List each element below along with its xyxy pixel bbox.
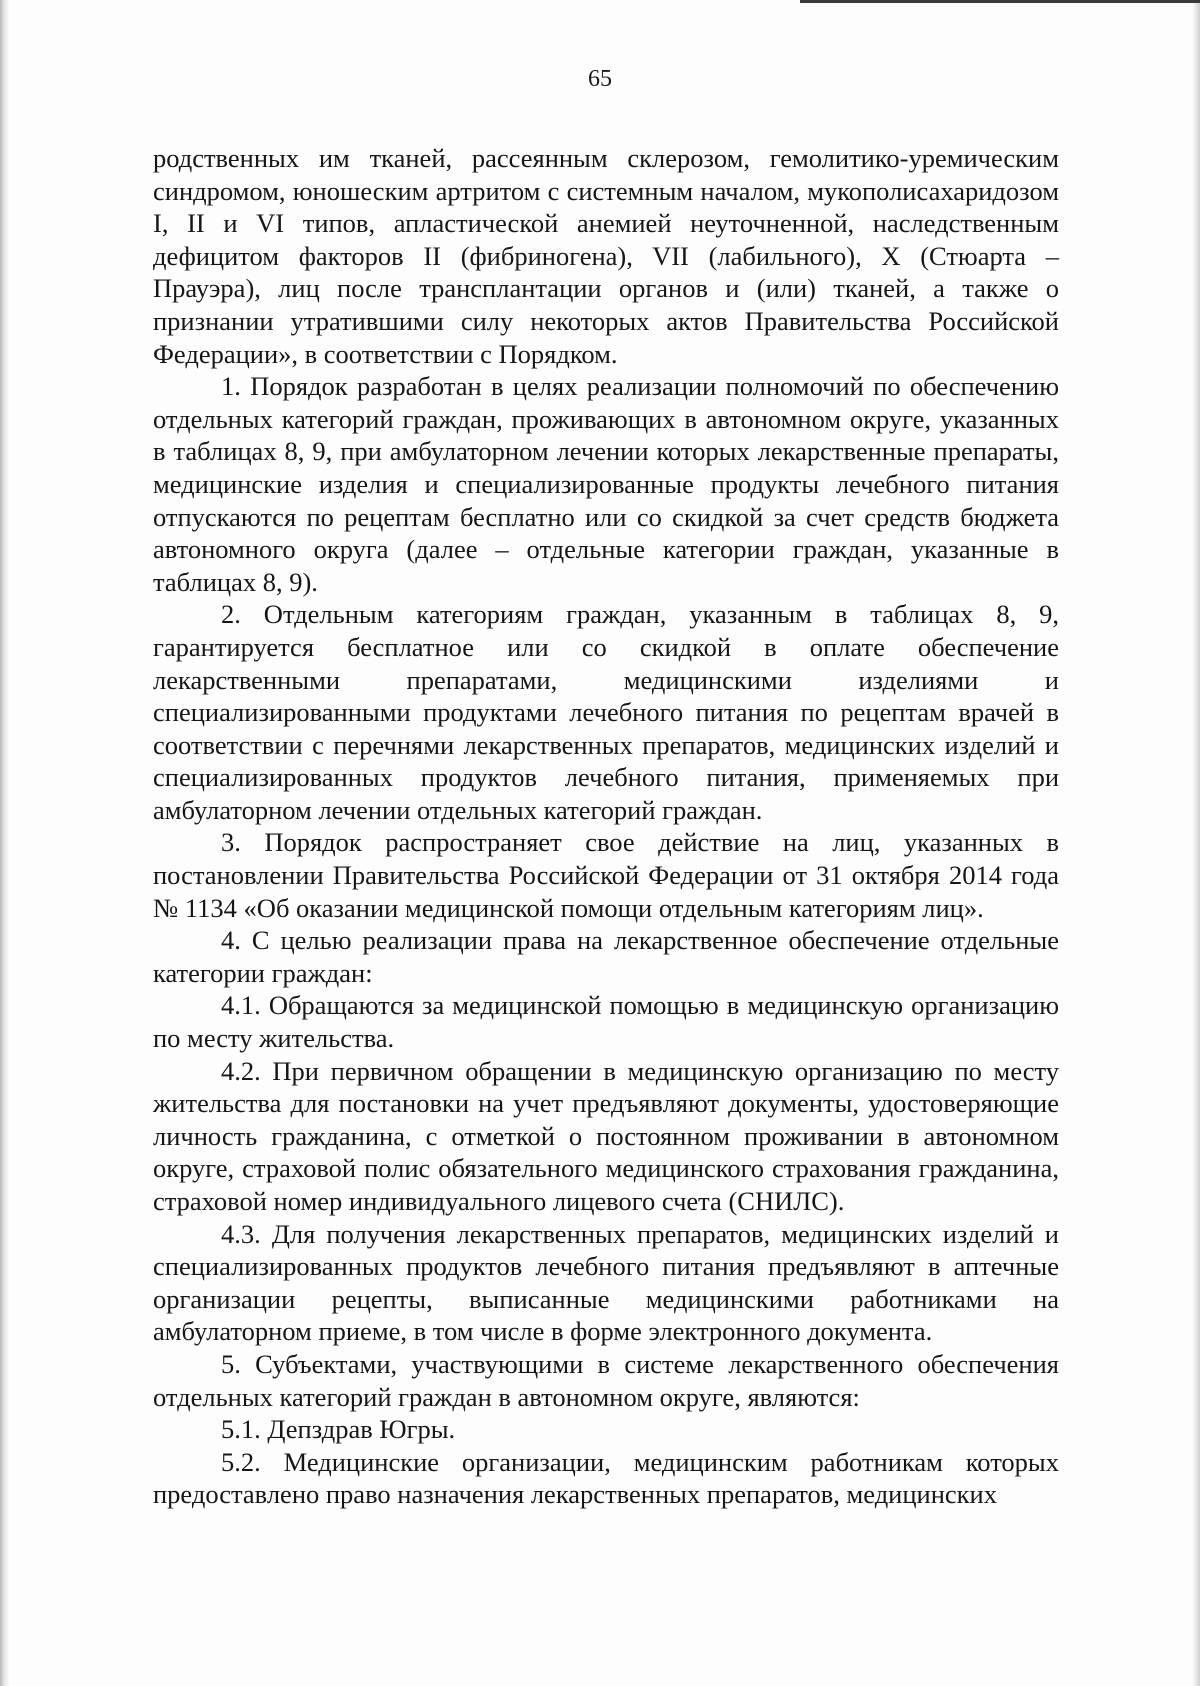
- paragraph-continuation: родственных им тканей, рассеянным склерозом, гемолитико-уремическим синдромом, юношеским артритом с системным началом, мукополисахаридозом I, II и VI типов, апластической анемией неуточненной, наследственным дефицитом факторов II (фибриногена), VII (лабильного), X (Стюарта – Прауэра), лиц после трансплантации органов и (или) тканей, а также о признании утратившими силу некоторых актов Правительства Российской Федерации», в соответствии с Порядком.: [153, 143, 1059, 369]
- paragraph-item-3: 3. Порядок распространяет свое действие на лиц, указанных в постановлении Правительства Российской Федерации от 31 октября 2014 года № 1134 «Об оказании медицинской помощи отдельным категориям лиц».: [153, 827, 1059, 923]
- paragraph-item-4-1: 4.1. Обращаются за медицинской помощью в медицинскую организацию по месту жительства.: [153, 990, 1059, 1054]
- paragraph-item-5-1: 5.1. Депздрав Югры.: [221, 1414, 456, 1445]
- paragraph-item-4: 4. С целью реализации права на лекарственное обеспечение отдельные категории граждан:: [153, 925, 1059, 988]
- paragraph-item-1: 1. Порядок разработан в целях реализации полномочий по обеспечению отдельных категорий граждан, проживающих в автономном округе, указанных в таблицах 8, 9, при амбулаторном лечении которых лекарственные препараты, медицинские изделия и специализированные продукты лечебного питания отпускаются по рецептам бесплатно или со скидкой за счет средств бюджета автономного округа (далее – отдельные категории граждан, указанные в таблицах 8, 9).: [153, 371, 1059, 597]
- document-body: [153, 142, 1059, 1511]
- paragraph-item-4-2: 4.2. При первичном обращении в медицинскую организацию по месту жительства для постановки на учет предъявляют документы, удостоверяющие личность гражданина, с отметкой о постоянном проживании в автономном округе, страховой полис обязательного медицинского страхования гражданина, страховой номер индивидуального лицевого счета (СНИЛС).: [153, 1055, 1059, 1216]
- paragraph-item-5-2: 5.2. Медицинские организации, медицинским работникам которых предоставлено право назначения лекарственных препаратов, медицинских: [153, 1446, 1059, 1510]
- scan-edge-right: [1192, 0, 1200, 1686]
- page-number: 65: [588, 66, 612, 92]
- paragraph-item-5: 5. Субъектами, участвующими в системе лекарственного обеспечения отдельных категорий граждан в автономном округе, являются:: [153, 1348, 1059, 1412]
- paragraph-item-4-3: 4.3. Для получения лекарственных препаратов, медицинских изделий и специализированных продуктов лечебного питания предъявляют в аптечные организации рецепты, выписанные медицинскими работниками на амбулаторном приеме, в том числе в форме электронного документа.: [153, 1218, 1059, 1347]
- scan-edge-top: [800, 0, 1200, 3]
- scan-edge-left: [0, 0, 9, 1686]
- paragraph-item-2: 2. Отдельным категориям граждан, указанным в таблицах 8, 9, гарантируется бесплатное или со скидкой в оплате обеспечение лекарственными препаратами, медицинскими изделиями и специализированными продуктами лечебного питания по рецептам врачей в соответствии с перечнями лекарственных препаратов, медицинских изделий и специализированных продуктов лечебного питания, применяемых при амбулаторном лечении отдельных категорий граждан.: [153, 599, 1059, 825]
